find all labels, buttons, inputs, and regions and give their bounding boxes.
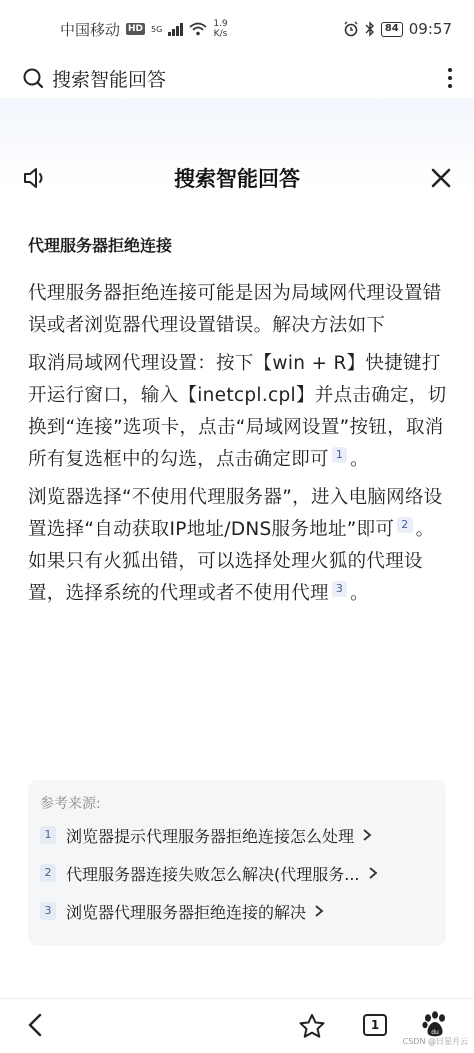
speed-value: 1.9 <box>213 19 228 29</box>
chevron-right-icon <box>362 828 372 842</box>
chevron-right-icon <box>368 866 378 880</box>
wifi-icon <box>189 22 207 36</box>
battery-indicator: 84 <box>381 22 403 37</box>
reference-title[interactable]: 代理服务器连接失败怎么解决(代理服务... <box>66 864 360 884</box>
answer-paragraph <box>28 482 448 610</box>
network-speed <box>213 19 227 39</box>
reference-title[interactable]: 浏览器代理服务器拒绝连接的解决 <box>66 902 307 922</box>
answer-body <box>28 278 448 610</box>
citation-badge[interactable]: 3 <box>332 581 347 597</box>
search-icon[interactable] <box>22 67 44 89</box>
close-icon[interactable] <box>430 167 452 189</box>
clock: 09:57 <box>408 20 452 38</box>
signal-icon <box>168 23 183 36</box>
reference-link[interactable] <box>40 854 434 892</box>
citation-badge[interactable]: 1 <box>332 447 347 463</box>
tabs-button[interactable]: 1 <box>363 1014 387 1036</box>
answer-card-header <box>0 150 474 206</box>
answer-text-tail: 。如果只有火狐出错，可以选择处理火狐的代理设置，选择系统的代理或者不使用代理 <box>28 519 435 604</box>
answer-text: 代理服务器拒绝连接可能是因为局域网代理设置错误或者浏览器代理设置错误。解决方法如下 <box>28 283 442 336</box>
answer-paragraph <box>28 348 448 476</box>
reference-link[interactable] <box>40 816 434 854</box>
search-header-title[interactable]: 搜索智能回答 <box>52 68 167 91</box>
answer-text-tail: 。 <box>350 583 369 604</box>
bottom-nav <box>0 998 474 1053</box>
speaker-icon[interactable] <box>22 166 50 190</box>
citation-badge[interactable]: 2 <box>397 517 412 533</box>
answer-card-title: 搜索智能回答 <box>174 167 300 191</box>
references-box <box>28 780 446 946</box>
baidu-paw-icon[interactable] <box>421 1010 449 1038</box>
watermark: CSDN @日星月云 <box>402 1037 468 1046</box>
query-text: 代理服务器拒绝连接 <box>28 236 173 255</box>
references-label: 参考来源: <box>40 796 101 812</box>
reference-number: 1 <box>40 826 56 844</box>
more-options-icon[interactable] <box>448 68 452 88</box>
chevron-right-icon <box>314 904 324 918</box>
search-header <box>0 58 474 98</box>
reference-link[interactable] <box>40 892 434 930</box>
reference-number: 2 <box>40 864 56 882</box>
bluetooth-icon <box>365 21 375 37</box>
answer-text: 浏览器选择“不使用代理服务器”，进入电脑网络设置选择“自动获取IP地址/DNS服务地址”即可 <box>28 487 443 540</box>
status-bar <box>0 0 474 58</box>
speed-unit: K/s <box>213 29 228 39</box>
back-arrow-icon[interactable] <box>26 1013 44 1037</box>
reference-title[interactable]: 浏览器提示代理服务器拒绝连接怎么处理 <box>66 826 355 846</box>
status-left <box>60 19 228 40</box>
status-right <box>343 20 452 38</box>
reference-number: 3 <box>40 902 56 920</box>
answer-content <box>28 226 448 616</box>
alarm-icon <box>343 21 359 37</box>
answer-text-tail: 。 <box>350 449 369 470</box>
hd-badge: HD <box>128 24 144 34</box>
svg-text:du: du <box>431 1029 439 1036</box>
carrier-name: 中国移动 <box>60 20 121 39</box>
star-icon[interactable] <box>298 1013 326 1039</box>
network-type: 5G <box>151 24 163 34</box>
answer-text: 取消局域网代理设置：按下【win + R】快捷键打开运行窗口，输入【inetcpl.cpl】并点击确定，切换到“连接”选项卡，点击“局域网设置”按钮，取消所有复选框中的勾选，点击确定即可 <box>28 353 447 470</box>
answer-paragraph <box>28 278 448 342</box>
